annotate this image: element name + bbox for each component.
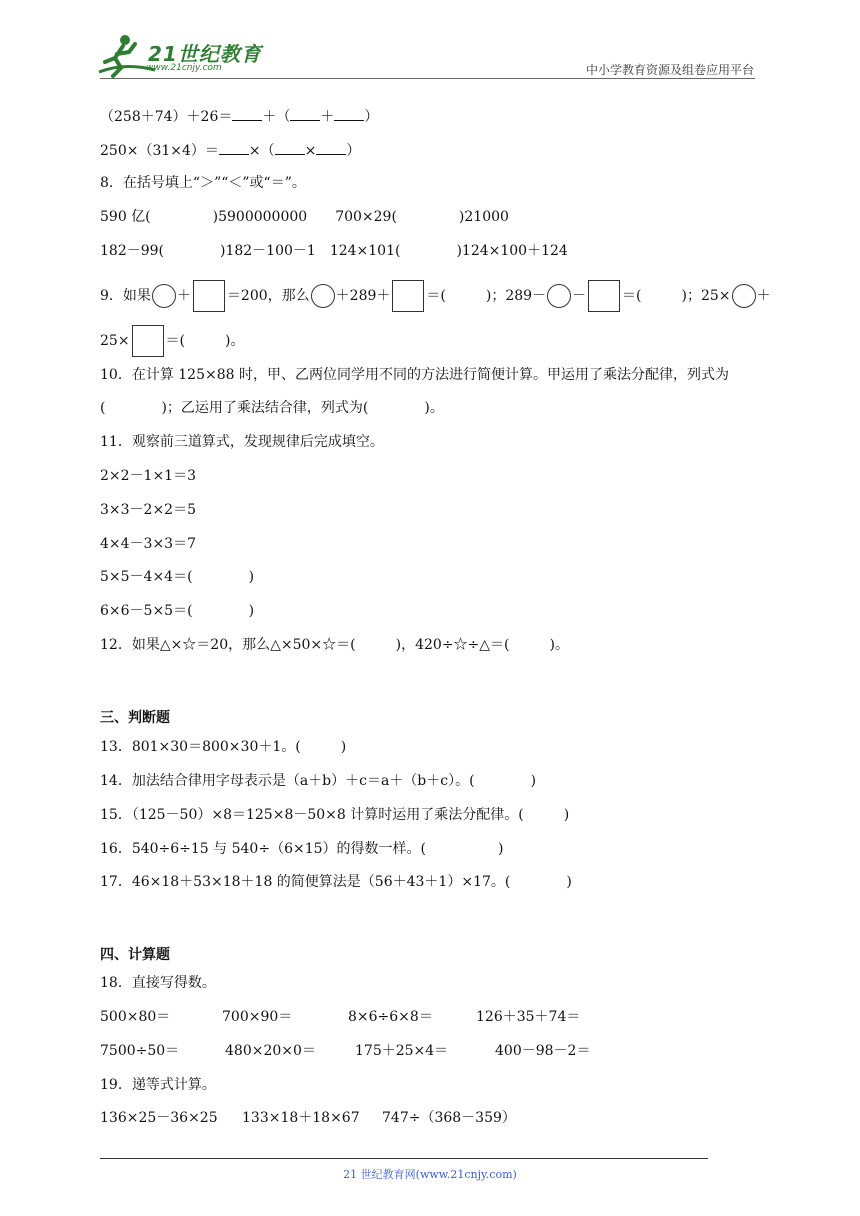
question-9-line-1: [100, 280, 771, 312]
circle-box: [732, 284, 756, 308]
text: 700×29(: [335, 209, 397, 225]
text: ): [248, 603, 255, 619]
text: ＝(: [622, 288, 642, 304]
text: 6×6－5×5＝(: [100, 603, 193, 619]
answer-blank[interactable]: [219, 140, 249, 155]
text: 182－99(: [100, 243, 164, 259]
line-associative-add: [100, 106, 378, 127]
square-box: [193, 280, 225, 312]
question-8-row-1: [100, 207, 509, 227]
answer-blank[interactable]: [290, 106, 320, 121]
calc-item: 136×25－36×25: [100, 1110, 218, 1126]
answer-blank[interactable]: [275, 140, 305, 155]
text: 590 亿(: [100, 209, 151, 225]
logo-url: www.21cnjy.com: [146, 63, 222, 73]
text: 15．（125－50）×8＝125×8－50×8 计算时运用了乘法分配律。(: [100, 807, 524, 823]
circle-box: [311, 284, 335, 308]
text: ): [563, 807, 570, 823]
text: ）: [346, 143, 361, 159]
text: )。: [225, 333, 245, 349]
question-11: 11．观察前三道算式，发现规律后完成填空。: [100, 434, 384, 450]
text: ＝(: [165, 333, 186, 349]
calc-item: 500×80＝: [100, 1009, 171, 1025]
calc-item: 700×90＝: [222, 1009, 293, 1025]
text: )5900000000: [212, 209, 308, 225]
text: 9．如果: [100, 288, 151, 304]
text: ): [248, 569, 255, 585]
text: 124×101(: [329, 243, 401, 259]
question-8-row-2: [100, 241, 568, 261]
text: ＝200，那么: [226, 288, 310, 304]
question-19: 19．递等式计算。: [100, 1077, 216, 1093]
text: )，420÷☆÷△＝(: [395, 637, 510, 653]
text: ×（: [248, 143, 275, 159]
text: ): [498, 841, 504, 857]
text: )21000: [458, 209, 509, 225]
text: )；289－: [485, 288, 547, 304]
text: ＋: [176, 288, 191, 304]
text: ＝(: [426, 288, 446, 304]
calc-item: 747÷（368－359）: [382, 1110, 516, 1126]
pattern-line-3: 4×4－3×3＝7: [100, 536, 196, 552]
line-associative-mul: [100, 140, 360, 161]
circle-box: [547, 284, 571, 308]
question-10-line-2: [100, 398, 444, 418]
text: ＋: [756, 288, 771, 304]
calc-item: 133×18＋18×67: [242, 1110, 360, 1126]
footer-link[interactable]: 21 世纪教育网(www.21cnjy.com): [343, 1168, 517, 1181]
calc-item: 7500÷50＝: [100, 1043, 180, 1059]
calc-item: 175＋25×4＝: [355, 1043, 449, 1059]
text: 5×5－4×4＝(: [100, 569, 193, 585]
pattern-line-1: 2×2－1×1＝3: [100, 468, 196, 484]
question-18: 18．直接写得数。: [100, 975, 216, 991]
pattern-line-4: [100, 567, 254, 587]
text: ): [530, 773, 537, 789]
text: 250×（31×4）＝: [100, 143, 219, 159]
page-header: [0, 0, 860, 90]
calc-item: 126＋35＋74＝: [476, 1009, 581, 1025]
text: 25×: [100, 333, 130, 349]
text: )；25×: [681, 288, 731, 304]
question-8: 8．在括号填上“＞”“＜”或“＝”。: [100, 175, 306, 191]
text: (: [100, 400, 106, 416]
section-title-calculation: 四、计算题: [100, 947, 170, 963]
text: ＋: [320, 109, 335, 125]
text: 16．540÷6÷15 与 540÷（6×15）的得数一样。(: [100, 841, 426, 857]
text: （258＋74）＋26＝: [100, 109, 233, 125]
text: 13．801×30＝800×30＋1。(: [100, 739, 301, 755]
question-16: [100, 839, 503, 859]
text: 17．46×18＋53×18＋18 的简便算法是（56＋43＋1）×17。(: [100, 874, 511, 890]
circle-box: [152, 284, 176, 308]
square-box: [588, 280, 620, 312]
text: ＋289＋: [335, 288, 391, 304]
calc-item: 480×20×0＝: [225, 1043, 316, 1059]
text: 12．如果△×☆＝20，那么△×50×☆＝(: [100, 637, 356, 653]
footer-divider: [100, 1158, 708, 1159]
text: )124×100＋124: [456, 243, 568, 259]
answer-blank[interactable]: [316, 140, 346, 155]
text: －: [572, 288, 587, 304]
calc-item: 400－98－2＝: [495, 1043, 591, 1059]
text: )。: [424, 400, 444, 416]
header-platform-text: 中小学教育资源及组卷应用平台: [585, 63, 754, 77]
text: ＋（: [262, 109, 291, 125]
question-17: [100, 872, 572, 892]
question-14: [100, 771, 536, 791]
header-divider: [100, 78, 755, 79]
text: ×: [304, 143, 317, 159]
text: ): [340, 739, 347, 755]
calc-item: 8×6÷6×8＝: [348, 1009, 433, 1025]
text: ）: [364, 109, 379, 125]
text: )；乙运用了乘法结合律，列式为(: [161, 400, 369, 416]
question-10-line-1: 10．在计算 125×88 时，甲、乙两位同学用不同的方法进行简便计算。甲运用了乘法分配律，列式为: [100, 367, 729, 383]
square-box: [132, 325, 164, 357]
question-12: [100, 635, 569, 655]
text: )182－100－1: [220, 243, 316, 259]
pattern-line-5: [100, 601, 254, 621]
answer-blank[interactable]: [334, 106, 364, 121]
question-15: [100, 805, 569, 825]
pattern-line-2: 3×3－2×2＝5: [100, 502, 196, 518]
square-box: [392, 280, 424, 312]
text: ): [566, 874, 572, 890]
text: )。: [549, 637, 569, 653]
logo-text: 21世纪教育: [148, 42, 262, 66]
question-13: [100, 737, 346, 757]
section-title-judgement: 三、判断题: [100, 710, 170, 726]
question-9-line-2: [100, 325, 244, 357]
answer-blank[interactable]: [232, 106, 262, 121]
text: 14．加法结合律用字母表示是（a＋b）＋c＝a＋（b＋c）。(: [100, 773, 475, 789]
